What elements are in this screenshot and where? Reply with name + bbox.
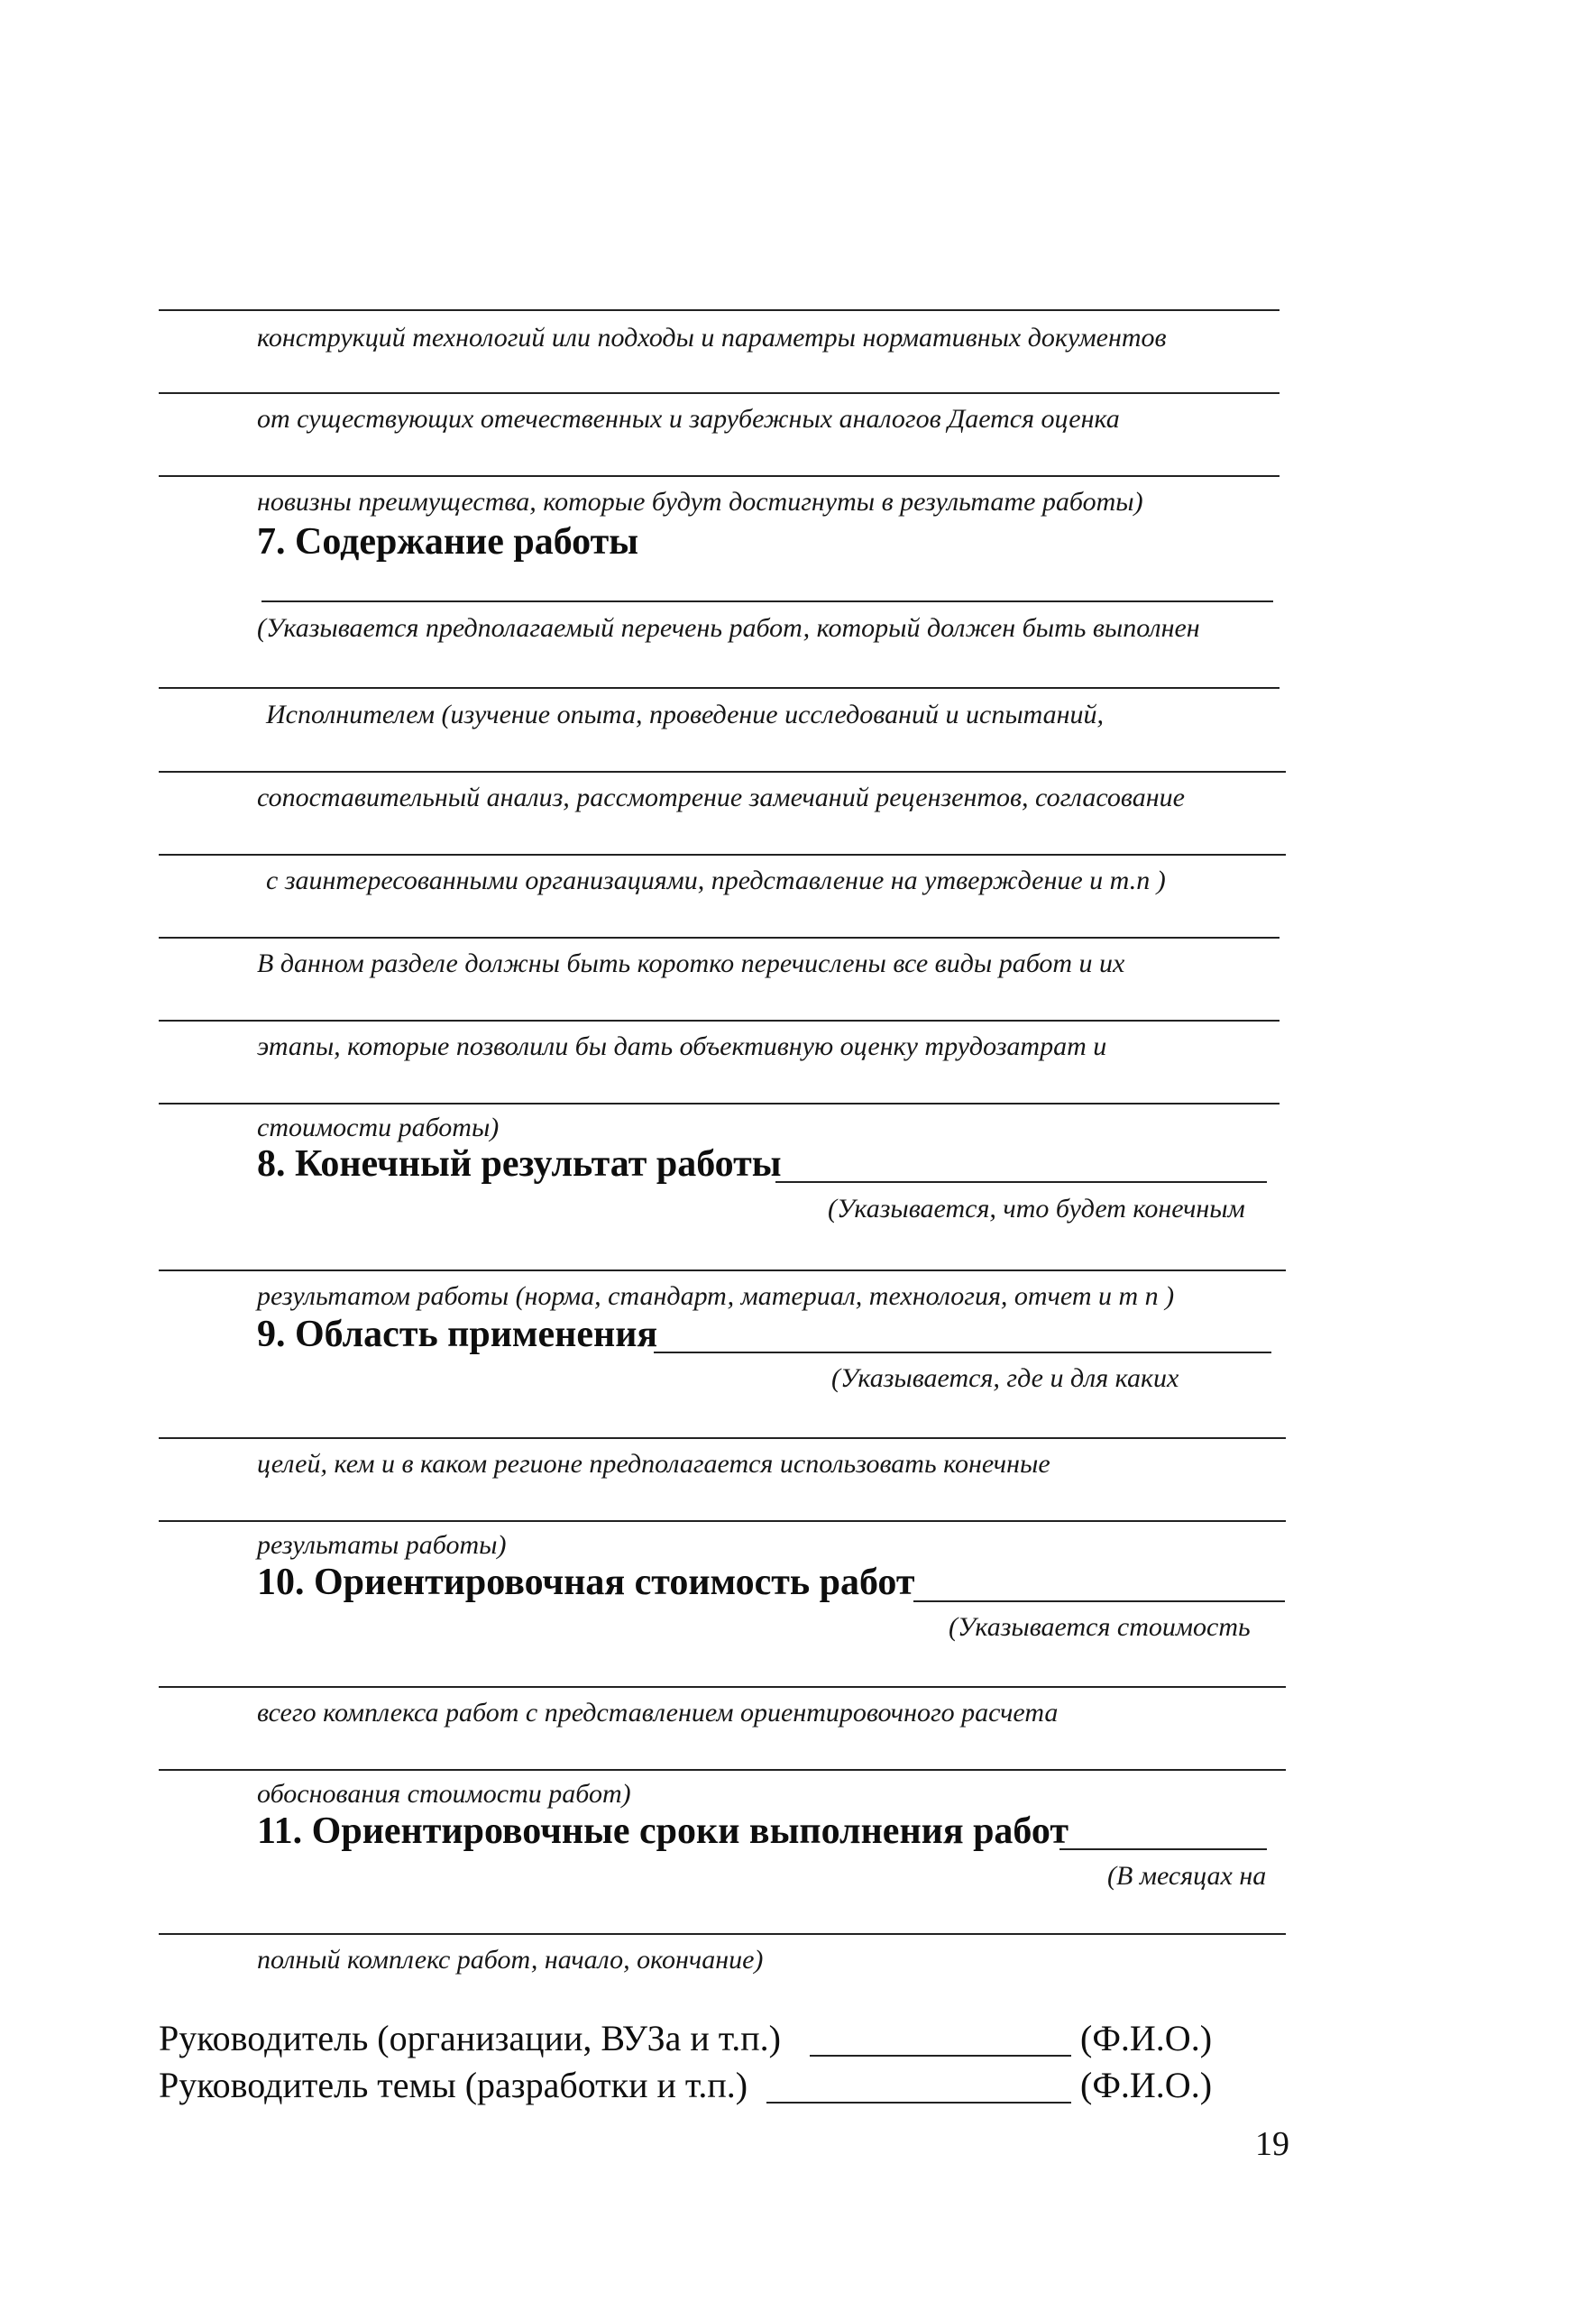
section-9-heading: 9. Область применения (257, 1314, 658, 1355)
fill-line (159, 1103, 1280, 1105)
instruction-note: от существующих отечественных и зарубежных аналогов Дается оценка (257, 404, 1120, 434)
instruction-note: всего комплекса работ с представлением ориентировочного расчета (257, 1698, 1059, 1728)
fill-line (913, 1600, 1285, 1602)
instruction-note: (Указывается стоимость (949, 1612, 1251, 1642)
fill-line (159, 687, 1280, 689)
fill-line (775, 1181, 1267, 1183)
fill-line (159, 854, 1286, 856)
section-11-heading: 11. Ориентировочные сроки выполнения работ (257, 1810, 1069, 1852)
instruction-note: результатом работы (норма, стандарт, материал, технология, отчет и т п ) (257, 1281, 1175, 1311)
head-of-organization-fio: (Ф.И.О.) (1080, 2018, 1213, 2058)
instruction-note: целей, кем и в каком регионе предполагается использовать конечные (257, 1449, 1050, 1479)
instruction-note: (В месяцах на (1107, 1861, 1267, 1891)
fill-line (261, 600, 1273, 602)
signature-line (810, 2055, 1071, 2057)
instruction-note: полный комплекс работ, начало, окончание) (257, 1945, 764, 1975)
fill-line (159, 1520, 1286, 1522)
fill-line (159, 937, 1280, 939)
fill-line (654, 1352, 1271, 1353)
instruction-note: (Указывается предполагаемый перечень работ, который должен быть выполнен (257, 613, 1200, 643)
fill-line (159, 1269, 1286, 1271)
instruction-note: Исполнителем (изучение опыта, проведение исследований и испытаний, (266, 700, 1105, 729)
instruction-note: (Указывается, что будет конечным (828, 1194, 1245, 1224)
instruction-note: (Указывается, где и для каких (831, 1363, 1179, 1393)
head-of-organization-label: Руководитель (организации, ВУЗа и т.п.) (159, 2018, 781, 2058)
fill-line (159, 1437, 1286, 1439)
instruction-note: конструкций технологий или подходы и параметры нормативных документов (257, 323, 1167, 353)
head-of-topic-label: Руководитель темы (разработки и т.п.) (159, 2065, 748, 2105)
instruction-note: стоимости работы) (257, 1113, 500, 1142)
fill-line (159, 771, 1286, 773)
instruction-note: обоснования стоимости работ) (257, 1779, 631, 1809)
page-number: 19 (1255, 2125, 1289, 2163)
fill-line (159, 392, 1280, 394)
fill-line (159, 1686, 1286, 1688)
section-10-heading: 10. Ориентировочная стоимость работ (257, 1562, 915, 1603)
fill-line (159, 1933, 1286, 1935)
instruction-note: В данном разделе должны быть коротко перечислены все виды работ и их (257, 949, 1125, 978)
head-of-topic-fio: (Ф.И.О.) (1080, 2065, 1213, 2105)
fill-line (159, 475, 1280, 477)
instruction-note: этапы, которые позволили бы дать объективную оценку трудозатрат и (257, 1031, 1107, 1061)
instruction-note: сопоставительный анализ, рассмотрение замечаний рецензентов, согласование (257, 783, 1185, 812)
fill-line (159, 1769, 1286, 1771)
instruction-note: результаты работы) (257, 1530, 507, 1560)
instruction-note: с заинтересованными организациями, представление на утверждение и т.п ) (266, 866, 1166, 895)
fill-line (159, 1020, 1280, 1022)
signature-line (766, 2102, 1071, 2104)
instruction-note: новизны преимущества, которые будут достигнуты в результате работы) (257, 487, 1143, 517)
section-7-heading: 7. Содержание работы (257, 521, 639, 563)
fill-line (159, 309, 1280, 311)
section-8-heading: 8. Конечный результат работы (257, 1143, 782, 1185)
fill-line (1059, 1848, 1267, 1850)
